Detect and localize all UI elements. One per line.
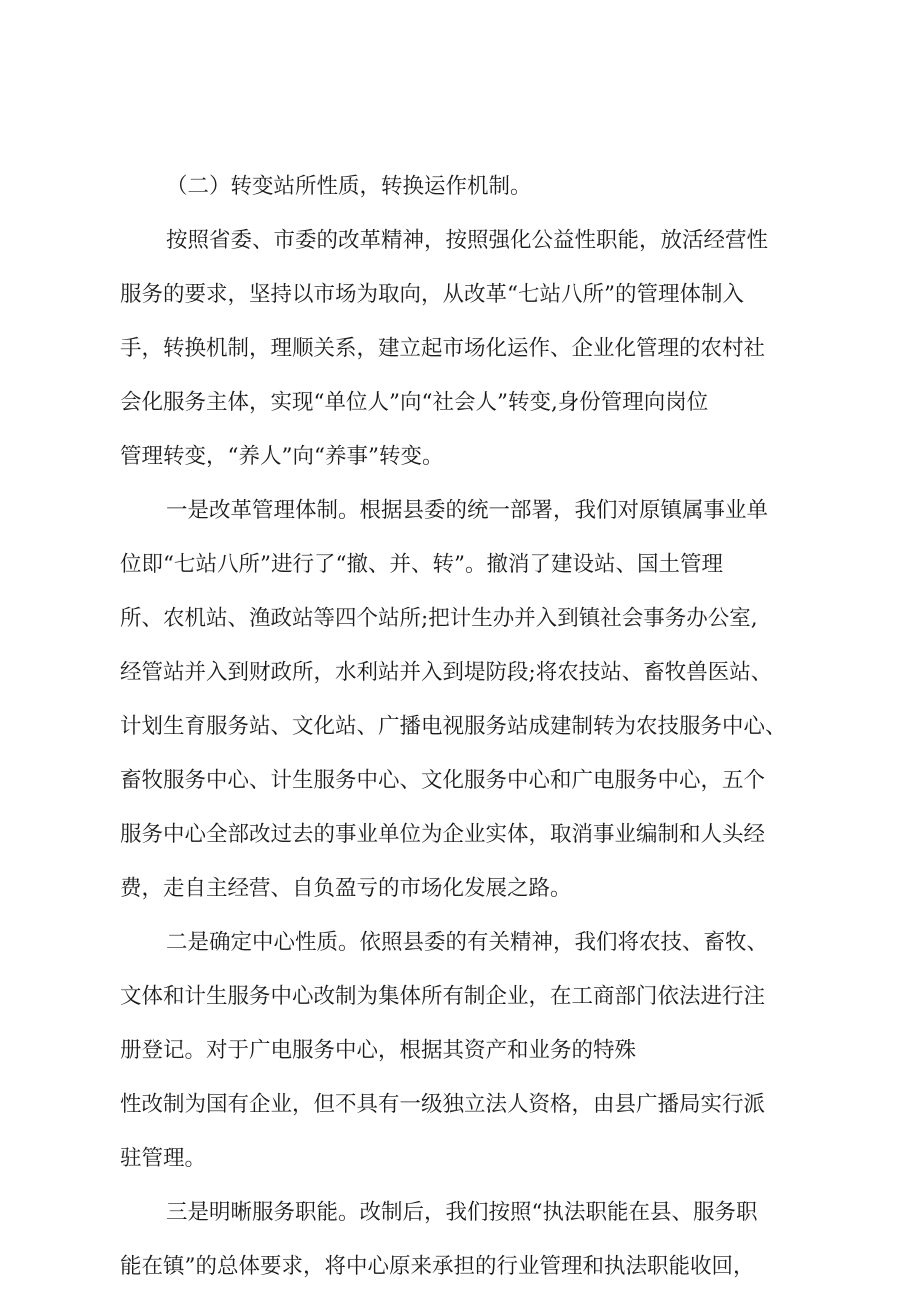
text-line: 驻管理。 xyxy=(120,1146,207,1171)
paragraph-management-reform xyxy=(120,484,814,916)
text-line: 服务中心全部改过去的事业单位为企业实体，取消事业编制和人头经 xyxy=(120,822,766,847)
text-line: 费，走自主经营、自负盈亏的市场化发展之路。 xyxy=(120,876,572,901)
text-line: 二是确定中心性质。依照县委的有关精神，我们将农技、畜牧、 xyxy=(166,930,769,955)
text-line: 会化服务主体，实现“单位人”向“社会人”转变,身份管理向岗位 xyxy=(120,390,709,415)
text-line: 管理转变，“养人”向“养事”转变。 xyxy=(120,444,444,469)
text-line: 一是改革管理体制。根据县委的统一部署，我们对原镇属事业单 xyxy=(166,498,769,523)
section-heading xyxy=(120,160,814,214)
paragraph-center-nature xyxy=(120,916,814,1186)
text-line: 经管站并入到财政所，水利站并入到堤防段;将农技站、畜牧兽医站、 xyxy=(120,660,773,685)
text-line: 文体和计生服务中心改制为集体所有制企业，在工商部门依法进行注 xyxy=(120,984,766,1009)
text-line: 按照省委、市委的改革精神，按照强化公益性职能，放活经营性 xyxy=(166,228,769,253)
text-line: 计划生育服务站、文化站、广播电视服务站成建制转为农技服务中心、 xyxy=(120,714,787,739)
text-line: 三是明晰服务职能。改制后，我们按照“执法职能在县、服务职 xyxy=(166,1200,758,1225)
text-line: 服务的要求，坚持以市场为取向，从改革“七站八所”的管理体制入 xyxy=(120,282,744,307)
text-line: 册登记。对于广电服务中心，根据其资产和业务的特殊 xyxy=(120,1038,637,1063)
text-line: 位即“七站八所”进行了“撤、并、转”。撤消了建设站、国土管理 xyxy=(120,552,723,577)
paragraph-reform-spirit xyxy=(120,214,814,484)
paragraph-service-functions xyxy=(120,1186,814,1294)
text-line: 所、农机站、渔政站等四个站所;把计生办并入到镇社会事务办公室, xyxy=(120,606,758,631)
text-line: 手，转换机制，理顺关系，建立起市场化运作、企业化管理的农村社 xyxy=(120,336,766,361)
heading-line: （二）转变站所性质，转换运作机制。 xyxy=(166,174,532,199)
text-line: 性改制为国有企业，但不具有一级独立法人资格，由县广播局实行派 xyxy=(120,1092,766,1117)
text-line: 畜牧服务中心、计生服务中心、文化服务中心和广电服务中心，五个 xyxy=(120,768,766,793)
text-line: 能在镇”的总体要求，将中心原来承担的行业管理和执法职能收回， xyxy=(120,1254,755,1279)
